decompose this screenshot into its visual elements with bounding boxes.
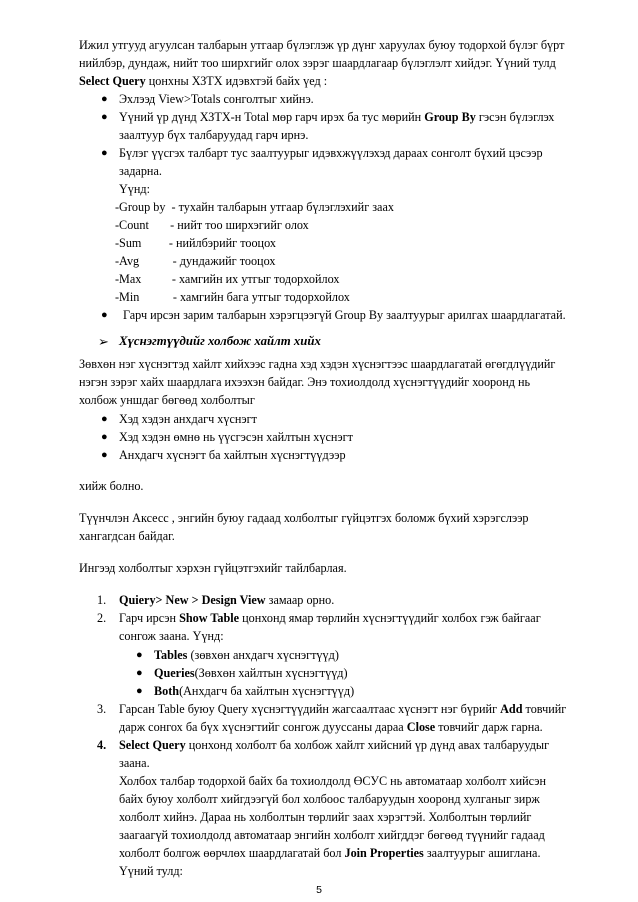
- join-option-1: Хэд хэдэн анхдагч хүснэгт: [119, 412, 257, 426]
- page-number: 5: [316, 884, 322, 896]
- step-2-pre: Үүний үр дүнд ХЗТХ-н Total мөр гарч ирэх ба тус мөрийн: [119, 110, 425, 124]
- numbered-item-2-cont: сонгож заана. Үүнд:: [119, 629, 224, 643]
- section-para-1: Зөвхөн нэг хүснэгтэд хайлт хийхээс гадна хэд хэдэн хүснэгтээс шаардлагатай өгөгдлүүдийг: [79, 357, 556, 371]
- section-para-5: Түүнчлэн Аксесс , энгийн буюу гадаад холболтыг гүйцэтгэх боломж бүхий хэрэгслээр: [79, 511, 529, 525]
- queries-desc: (Зөвхөн хайлтын хүснэгтүүд): [194, 666, 348, 680]
- numbered-item-3b-post: товчийг дарж гарна.: [435, 720, 543, 734]
- bullet-icon: ●: [101, 93, 108, 105]
- section-para-6: Ингээд холболтыг хэрхэн гүйцэтгэхийг тайлбарлая.: [79, 561, 347, 575]
- both-option: [154, 684, 354, 699]
- bullet-icon: ●: [136, 667, 143, 679]
- section-para-3: холбож уншдаг бөгөөд холболтыг: [79, 393, 255, 407]
- step-3-undur: Үүнд:: [119, 182, 151, 196]
- group-by-term: Group By: [424, 110, 476, 124]
- add-term: Add: [500, 702, 523, 716]
- numbered-item-4-cont: заана.: [119, 756, 150, 770]
- bullet-icon: ●: [136, 649, 143, 661]
- join-option-2: Хэд хэдэн өмнө нь үүсгэсэн хайлтын хүснэгт: [119, 430, 353, 444]
- step-4: Гарч ирсэн зарим талбарын хэрэгцээгүй Group By заалтуурыг арилгах шаардлагатай.: [123, 308, 566, 322]
- both-term: Both: [154, 684, 180, 698]
- menu-path: Quiery> New > Design View: [119, 593, 266, 607]
- option-min: -Min - хамгийн бага утгыг тодорхойлох: [115, 290, 350, 304]
- tables-desc: (зөвхөн анхдагч хүснэгтүүд): [187, 648, 339, 662]
- option-max: -Max - хамгийн их утгыг тодорхойлох: [115, 272, 340, 286]
- join-para-2: байх буюу холболт хийгдээгүй бол холбоос талбаруудын хооронд хулганыг зирж: [119, 792, 540, 806]
- numbered-item-2: [119, 611, 541, 626]
- section-para-2: нэгэн зэрэг хайх шаардлага ихээхэн байдаг. Энэ тохиолдолд хүснэгтүүдийг хооронд нь: [79, 375, 531, 389]
- option-group-by: -Group by - тухайн талбарын утгаар бүлэглэхийг заах: [115, 200, 394, 214]
- list-number: 2.: [97, 611, 107, 625]
- join-para-5-pre: холболт болгож өөрчлөх шаардлагатай бол: [119, 846, 345, 860]
- numbered-item-2-post: цонхонд ямар төрлийн хүснэгтүүдийг холбох гэж байгааг: [239, 611, 541, 625]
- step-2: [119, 110, 554, 125]
- tables-term: Tables: [154, 648, 188, 662]
- step-3: Бүлэг үүсгэх талбарт тус заалтуурыг идэвхжүүлэхэд дараах сонголт бүхий цэсээр: [119, 146, 543, 160]
- numbered-item-3-cont: [119, 720, 543, 735]
- join-para-3: холболт хийнэ. Дараа нь холболтын төрлийг заах хэрэгтэй. Холболтын төрлийг: [119, 810, 532, 824]
- numbered-item-4-rest: цонхонд холболт ба холбож хайлт хийсний үр дүнд авах талбаруудыг: [185, 738, 550, 752]
- bullet-icon: ●: [101, 413, 108, 425]
- step-1: Эхлээд View>Totals сонголтыг хийнэ.: [119, 92, 314, 106]
- step-2-post: гэсэн бүлэглэх: [475, 110, 555, 124]
- step-2-cont: заалтуур бүх талбаруудад гарч ирнэ.: [119, 128, 309, 142]
- numbered-item-4: [119, 738, 549, 753]
- bullet-icon: ●: [101, 309, 108, 321]
- intro-line-1: Ижил утгууд агуулсан талбарын утгаар бүлэглэж үр дүнг харуулах буюу тодорхой бүлэг бүрт: [79, 38, 565, 52]
- list-number: 1.: [97, 593, 107, 607]
- join-para-5-post: заалтуурыг ашиглана.: [423, 846, 541, 860]
- bullet-icon: ●: [101, 111, 108, 123]
- option-sum: -Sum - нийлбэрийг тооцох: [115, 236, 276, 250]
- join-para-6: Үүний тулд:: [119, 864, 183, 878]
- intro-line-3: [79, 74, 327, 89]
- join-properties-term: Join Properties: [344, 846, 424, 860]
- option-avg: -Avg - дундажийг тооцох: [115, 254, 276, 268]
- list-number: 4.: [97, 738, 107, 752]
- intro-line-2: нийлбэр, дундаж, нийт тоо ширхгийг олох зэрэг шаардлагаар бүлэглэлт хийдэг. Үүний тулд: [79, 56, 556, 70]
- numbered-item-1-rest: замаар орно.: [265, 593, 335, 607]
- bullet-icon: ●: [101, 449, 108, 461]
- bullet-icon: ●: [136, 685, 143, 697]
- numbered-item-3-post: товчийг: [522, 702, 567, 716]
- numbered-item-2-pre: Гарч ирсэн: [119, 611, 180, 625]
- select-query-term: Select Query: [119, 738, 186, 752]
- select-query-term: Select Query: [79, 74, 146, 88]
- list-number: 3.: [97, 702, 107, 716]
- queries-option: [154, 666, 348, 681]
- bullet-icon: ●: [101, 431, 108, 443]
- step-3-cont: задарна.: [119, 164, 162, 178]
- join-para-4: заагаагүй тохиолдолд автоматаар энгийн холболт хийгддэг бөгөөд түүнийг гадаад: [119, 828, 545, 842]
- both-desc: (Анхдагч ба хайлтын хүснэгтүүд): [179, 684, 355, 698]
- numbered-item-3-pre: Гарсан Table буюу Query хүснэгтүүдийн жагсаалтаас хүснэгт нэг бүрийг: [119, 702, 501, 716]
- intro-line-3-rest: цонхны ХЗТХ идэвхтэй байх үед :: [145, 74, 328, 88]
- join-para-1: Холбох талбар тодорхой байх ба тохиолдолд ӨСУС нь автоматаар холболт хийсэн: [119, 774, 546, 788]
- close-term: Close: [406, 720, 436, 734]
- numbered-item-1: [119, 593, 334, 608]
- section-para-5-cont: хангагдсан байдаг.: [79, 529, 175, 543]
- tables-option: [154, 648, 339, 663]
- arrow-bullet-icon: ➢: [98, 334, 109, 349]
- section-para-4: хийж болно.: [79, 479, 144, 493]
- numbered-item-3b-pre: дарж сонгох ба бүх хүснэгтийг сонгож дууссаны дараа: [119, 720, 407, 734]
- show-table-term: Show Table: [179, 611, 240, 625]
- option-count: -Count - нийт тоо ширхэгийг олох: [115, 218, 309, 232]
- queries-term: Queries: [154, 666, 195, 680]
- numbered-item-3: [119, 702, 566, 717]
- join-para-5: [119, 846, 541, 861]
- section-title: Хүснэгтүүдийг холбож хайлт хийх: [119, 334, 321, 348]
- join-option-3: Анхдагч хүснэгт ба хайлтын хүснэгтүүдээр: [119, 448, 346, 462]
- bullet-icon: ●: [101, 147, 108, 159]
